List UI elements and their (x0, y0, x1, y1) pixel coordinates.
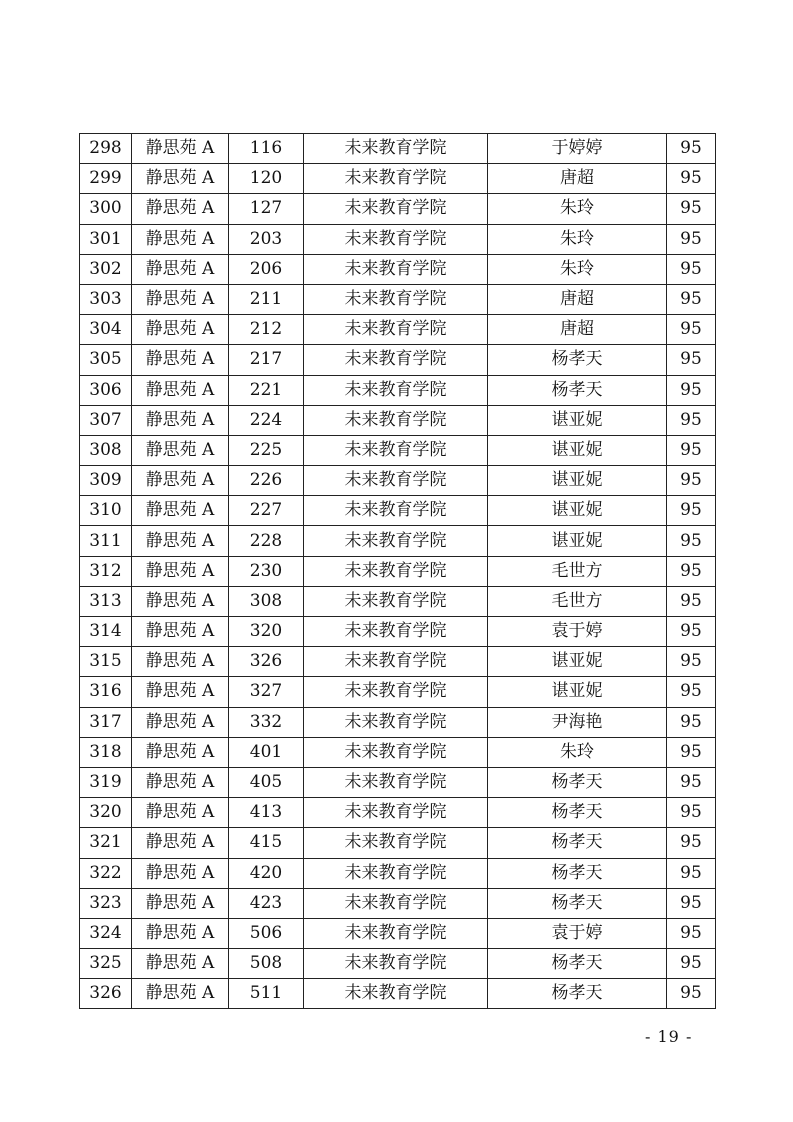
table-row (80, 647, 716, 677)
college-cell: 未来教育学院 (304, 194, 488, 224)
score-cell: 95 (667, 707, 716, 737)
row-number-cell: 299 (80, 164, 132, 194)
row-number-cell: 309 (80, 466, 132, 496)
score-cell: 95 (667, 767, 716, 797)
building-cell: 静思苑 A (132, 194, 229, 224)
room-cell: 120 (229, 164, 304, 194)
room-cell: 212 (229, 315, 304, 345)
row-number-cell: 322 (80, 858, 132, 888)
table-row (80, 194, 716, 224)
dormitory-score-table (79, 133, 716, 1009)
room-cell: 127 (229, 194, 304, 224)
name-cell: 唐超 (488, 284, 667, 314)
room-cell: 405 (229, 767, 304, 797)
row-number-cell: 310 (80, 496, 132, 526)
college-cell: 未来教育学院 (304, 707, 488, 737)
building-cell: 静思苑 A (132, 254, 229, 284)
score-cell: 95 (667, 979, 716, 1009)
name-cell: 杨孝天 (488, 345, 667, 375)
building-cell: 静思苑 A (132, 949, 229, 979)
table-row (80, 345, 716, 375)
name-cell: 杨孝天 (488, 767, 667, 797)
name-cell: 毛世方 (488, 586, 667, 616)
building-cell: 静思苑 A (132, 284, 229, 314)
table-row (80, 134, 716, 164)
building-cell: 静思苑 A (132, 405, 229, 435)
name-cell: 谌亚妮 (488, 496, 667, 526)
building-cell: 静思苑 A (132, 496, 229, 526)
score-cell: 95 (667, 677, 716, 707)
row-number-cell: 312 (80, 556, 132, 586)
table-body (80, 134, 716, 1009)
building-cell: 静思苑 A (132, 224, 229, 254)
room-cell: 413 (229, 798, 304, 828)
row-number-cell: 323 (80, 888, 132, 918)
college-cell: 未来教育学院 (304, 858, 488, 888)
row-number-cell: 324 (80, 918, 132, 948)
room-cell: 116 (229, 134, 304, 164)
row-number-cell: 306 (80, 375, 132, 405)
room-cell: 326 (229, 647, 304, 677)
building-cell: 静思苑 A (132, 435, 229, 465)
table-row (80, 979, 716, 1009)
college-cell: 未来教育学院 (304, 526, 488, 556)
row-number-cell: 308 (80, 435, 132, 465)
college-cell: 未来教育学院 (304, 254, 488, 284)
name-cell: 袁于婷 (488, 617, 667, 647)
room-cell: 217 (229, 345, 304, 375)
score-cell: 95 (667, 617, 716, 647)
building-cell: 静思苑 A (132, 466, 229, 496)
table-row (80, 284, 716, 314)
college-cell: 未来教育学院 (304, 828, 488, 858)
row-number-cell: 307 (80, 405, 132, 435)
name-cell: 朱玲 (488, 194, 667, 224)
college-cell: 未来教育学院 (304, 767, 488, 797)
building-cell: 静思苑 A (132, 858, 229, 888)
score-cell: 95 (667, 586, 716, 616)
name-cell: 尹海艳 (488, 707, 667, 737)
room-cell: 420 (229, 858, 304, 888)
score-cell: 95 (667, 556, 716, 586)
name-cell: 袁于婷 (488, 918, 667, 948)
score-cell: 95 (667, 496, 716, 526)
building-cell: 静思苑 A (132, 647, 229, 677)
building-cell: 静思苑 A (132, 888, 229, 918)
table-row (80, 586, 716, 616)
score-cell: 95 (667, 284, 716, 314)
college-cell: 未来教育学院 (304, 435, 488, 465)
college-cell: 未来教育学院 (304, 315, 488, 345)
table-row (80, 526, 716, 556)
table-row (80, 254, 716, 284)
table-row (80, 828, 716, 858)
building-cell: 静思苑 A (132, 345, 229, 375)
table-row (80, 496, 716, 526)
row-number-cell: 301 (80, 224, 132, 254)
room-cell: 511 (229, 979, 304, 1009)
college-cell: 未来教育学院 (304, 586, 488, 616)
building-cell: 静思苑 A (132, 617, 229, 647)
room-cell: 332 (229, 707, 304, 737)
score-cell: 95 (667, 345, 716, 375)
name-cell: 杨孝天 (488, 888, 667, 918)
row-number-cell: 326 (80, 979, 132, 1009)
table-row (80, 315, 716, 345)
name-cell: 于婷婷 (488, 134, 667, 164)
building-cell: 静思苑 A (132, 979, 229, 1009)
score-cell: 95 (667, 858, 716, 888)
building-cell: 静思苑 A (132, 315, 229, 345)
room-cell: 423 (229, 888, 304, 918)
college-cell: 未来教育学院 (304, 496, 488, 526)
room-cell: 226 (229, 466, 304, 496)
score-cell: 95 (667, 194, 716, 224)
name-cell: 杨孝天 (488, 828, 667, 858)
college-cell: 未来教育学院 (304, 466, 488, 496)
building-cell: 静思苑 A (132, 828, 229, 858)
name-cell: 杨孝天 (488, 949, 667, 979)
building-cell: 静思苑 A (132, 677, 229, 707)
row-number-cell: 325 (80, 949, 132, 979)
room-cell: 508 (229, 949, 304, 979)
score-cell: 95 (667, 254, 716, 284)
room-cell: 225 (229, 435, 304, 465)
row-number-cell: 298 (80, 134, 132, 164)
building-cell: 静思苑 A (132, 526, 229, 556)
row-number-cell: 303 (80, 284, 132, 314)
college-cell: 未来教育学院 (304, 224, 488, 254)
building-cell: 静思苑 A (132, 798, 229, 828)
name-cell: 毛世方 (488, 556, 667, 586)
row-number-cell: 300 (80, 194, 132, 224)
room-cell: 415 (229, 828, 304, 858)
college-cell: 未来教育学院 (304, 888, 488, 918)
room-cell: 506 (229, 918, 304, 948)
row-number-cell: 321 (80, 828, 132, 858)
name-cell: 唐超 (488, 315, 667, 345)
building-cell: 静思苑 A (132, 556, 229, 586)
building-cell: 静思苑 A (132, 586, 229, 616)
college-cell: 未来教育学院 (304, 737, 488, 767)
name-cell: 谌亚妮 (488, 435, 667, 465)
score-cell: 95 (667, 134, 716, 164)
score-cell: 95 (667, 526, 716, 556)
score-cell: 95 (667, 888, 716, 918)
table-row (80, 224, 716, 254)
college-cell: 未来教育学院 (304, 134, 488, 164)
college-cell: 未来教育学院 (304, 284, 488, 314)
room-cell: 230 (229, 556, 304, 586)
score-cell: 95 (667, 737, 716, 767)
score-cell: 95 (667, 315, 716, 345)
college-cell: 未来教育学院 (304, 405, 488, 435)
table-row (80, 798, 716, 828)
table-row (80, 164, 716, 194)
table-row (80, 617, 716, 647)
score-cell: 95 (667, 435, 716, 465)
name-cell: 朱玲 (488, 737, 667, 767)
score-cell: 95 (667, 918, 716, 948)
score-cell: 95 (667, 647, 716, 677)
room-cell: 221 (229, 375, 304, 405)
name-cell: 朱玲 (488, 224, 667, 254)
score-cell: 95 (667, 466, 716, 496)
room-cell: 224 (229, 405, 304, 435)
name-cell: 杨孝天 (488, 375, 667, 405)
row-number-cell: 302 (80, 254, 132, 284)
room-cell: 228 (229, 526, 304, 556)
college-cell: 未来教育学院 (304, 647, 488, 677)
score-cell: 95 (667, 828, 716, 858)
building-cell: 静思苑 A (132, 164, 229, 194)
building-cell: 静思苑 A (132, 737, 229, 767)
name-cell: 唐超 (488, 164, 667, 194)
college-cell: 未来教育学院 (304, 556, 488, 586)
table-row (80, 918, 716, 948)
table-row (80, 677, 716, 707)
row-number-cell: 313 (80, 586, 132, 616)
score-cell: 95 (667, 798, 716, 828)
table-row (80, 435, 716, 465)
name-cell: 杨孝天 (488, 858, 667, 888)
row-number-cell: 304 (80, 315, 132, 345)
room-cell: 401 (229, 737, 304, 767)
name-cell: 朱玲 (488, 254, 667, 284)
room-cell: 227 (229, 496, 304, 526)
name-cell: 谌亚妮 (488, 677, 667, 707)
room-cell: 308 (229, 586, 304, 616)
table-row (80, 949, 716, 979)
score-cell: 95 (667, 375, 716, 405)
college-cell: 未来教育学院 (304, 617, 488, 647)
college-cell: 未来教育学院 (304, 164, 488, 194)
table-row (80, 858, 716, 888)
room-cell: 206 (229, 254, 304, 284)
college-cell: 未来教育学院 (304, 949, 488, 979)
building-cell: 静思苑 A (132, 918, 229, 948)
row-number-cell: 305 (80, 345, 132, 375)
row-number-cell: 317 (80, 707, 132, 737)
college-cell: 未来教育学院 (304, 979, 488, 1009)
table-row (80, 888, 716, 918)
table-row (80, 405, 716, 435)
college-cell: 未来教育学院 (304, 345, 488, 375)
page-number: - 19 - (645, 1027, 693, 1046)
table-row (80, 556, 716, 586)
name-cell: 杨孝天 (488, 798, 667, 828)
name-cell: 谌亚妮 (488, 466, 667, 496)
name-cell: 杨孝天 (488, 979, 667, 1009)
row-number-cell: 315 (80, 647, 132, 677)
row-number-cell: 316 (80, 677, 132, 707)
score-cell: 95 (667, 949, 716, 979)
table-row (80, 737, 716, 767)
table-row (80, 767, 716, 797)
college-cell: 未来教育学院 (304, 375, 488, 405)
building-cell: 静思苑 A (132, 767, 229, 797)
score-cell: 95 (667, 164, 716, 194)
row-number-cell: 320 (80, 798, 132, 828)
building-cell: 静思苑 A (132, 134, 229, 164)
row-number-cell: 318 (80, 737, 132, 767)
score-cell: 95 (667, 405, 716, 435)
college-cell: 未来教育学院 (304, 677, 488, 707)
room-cell: 211 (229, 284, 304, 314)
table-row (80, 375, 716, 405)
room-cell: 203 (229, 224, 304, 254)
room-cell: 327 (229, 677, 304, 707)
college-cell: 未来教育学院 (304, 918, 488, 948)
building-cell: 静思苑 A (132, 707, 229, 737)
row-number-cell: 311 (80, 526, 132, 556)
name-cell: 谌亚妮 (488, 526, 667, 556)
row-number-cell: 319 (80, 767, 132, 797)
score-cell: 95 (667, 224, 716, 254)
name-cell: 谌亚妮 (488, 647, 667, 677)
table-row (80, 707, 716, 737)
name-cell: 谌亚妮 (488, 405, 667, 435)
building-cell: 静思苑 A (132, 375, 229, 405)
room-cell: 320 (229, 617, 304, 647)
college-cell: 未来教育学院 (304, 798, 488, 828)
table-row (80, 466, 716, 496)
row-number-cell: 314 (80, 617, 132, 647)
